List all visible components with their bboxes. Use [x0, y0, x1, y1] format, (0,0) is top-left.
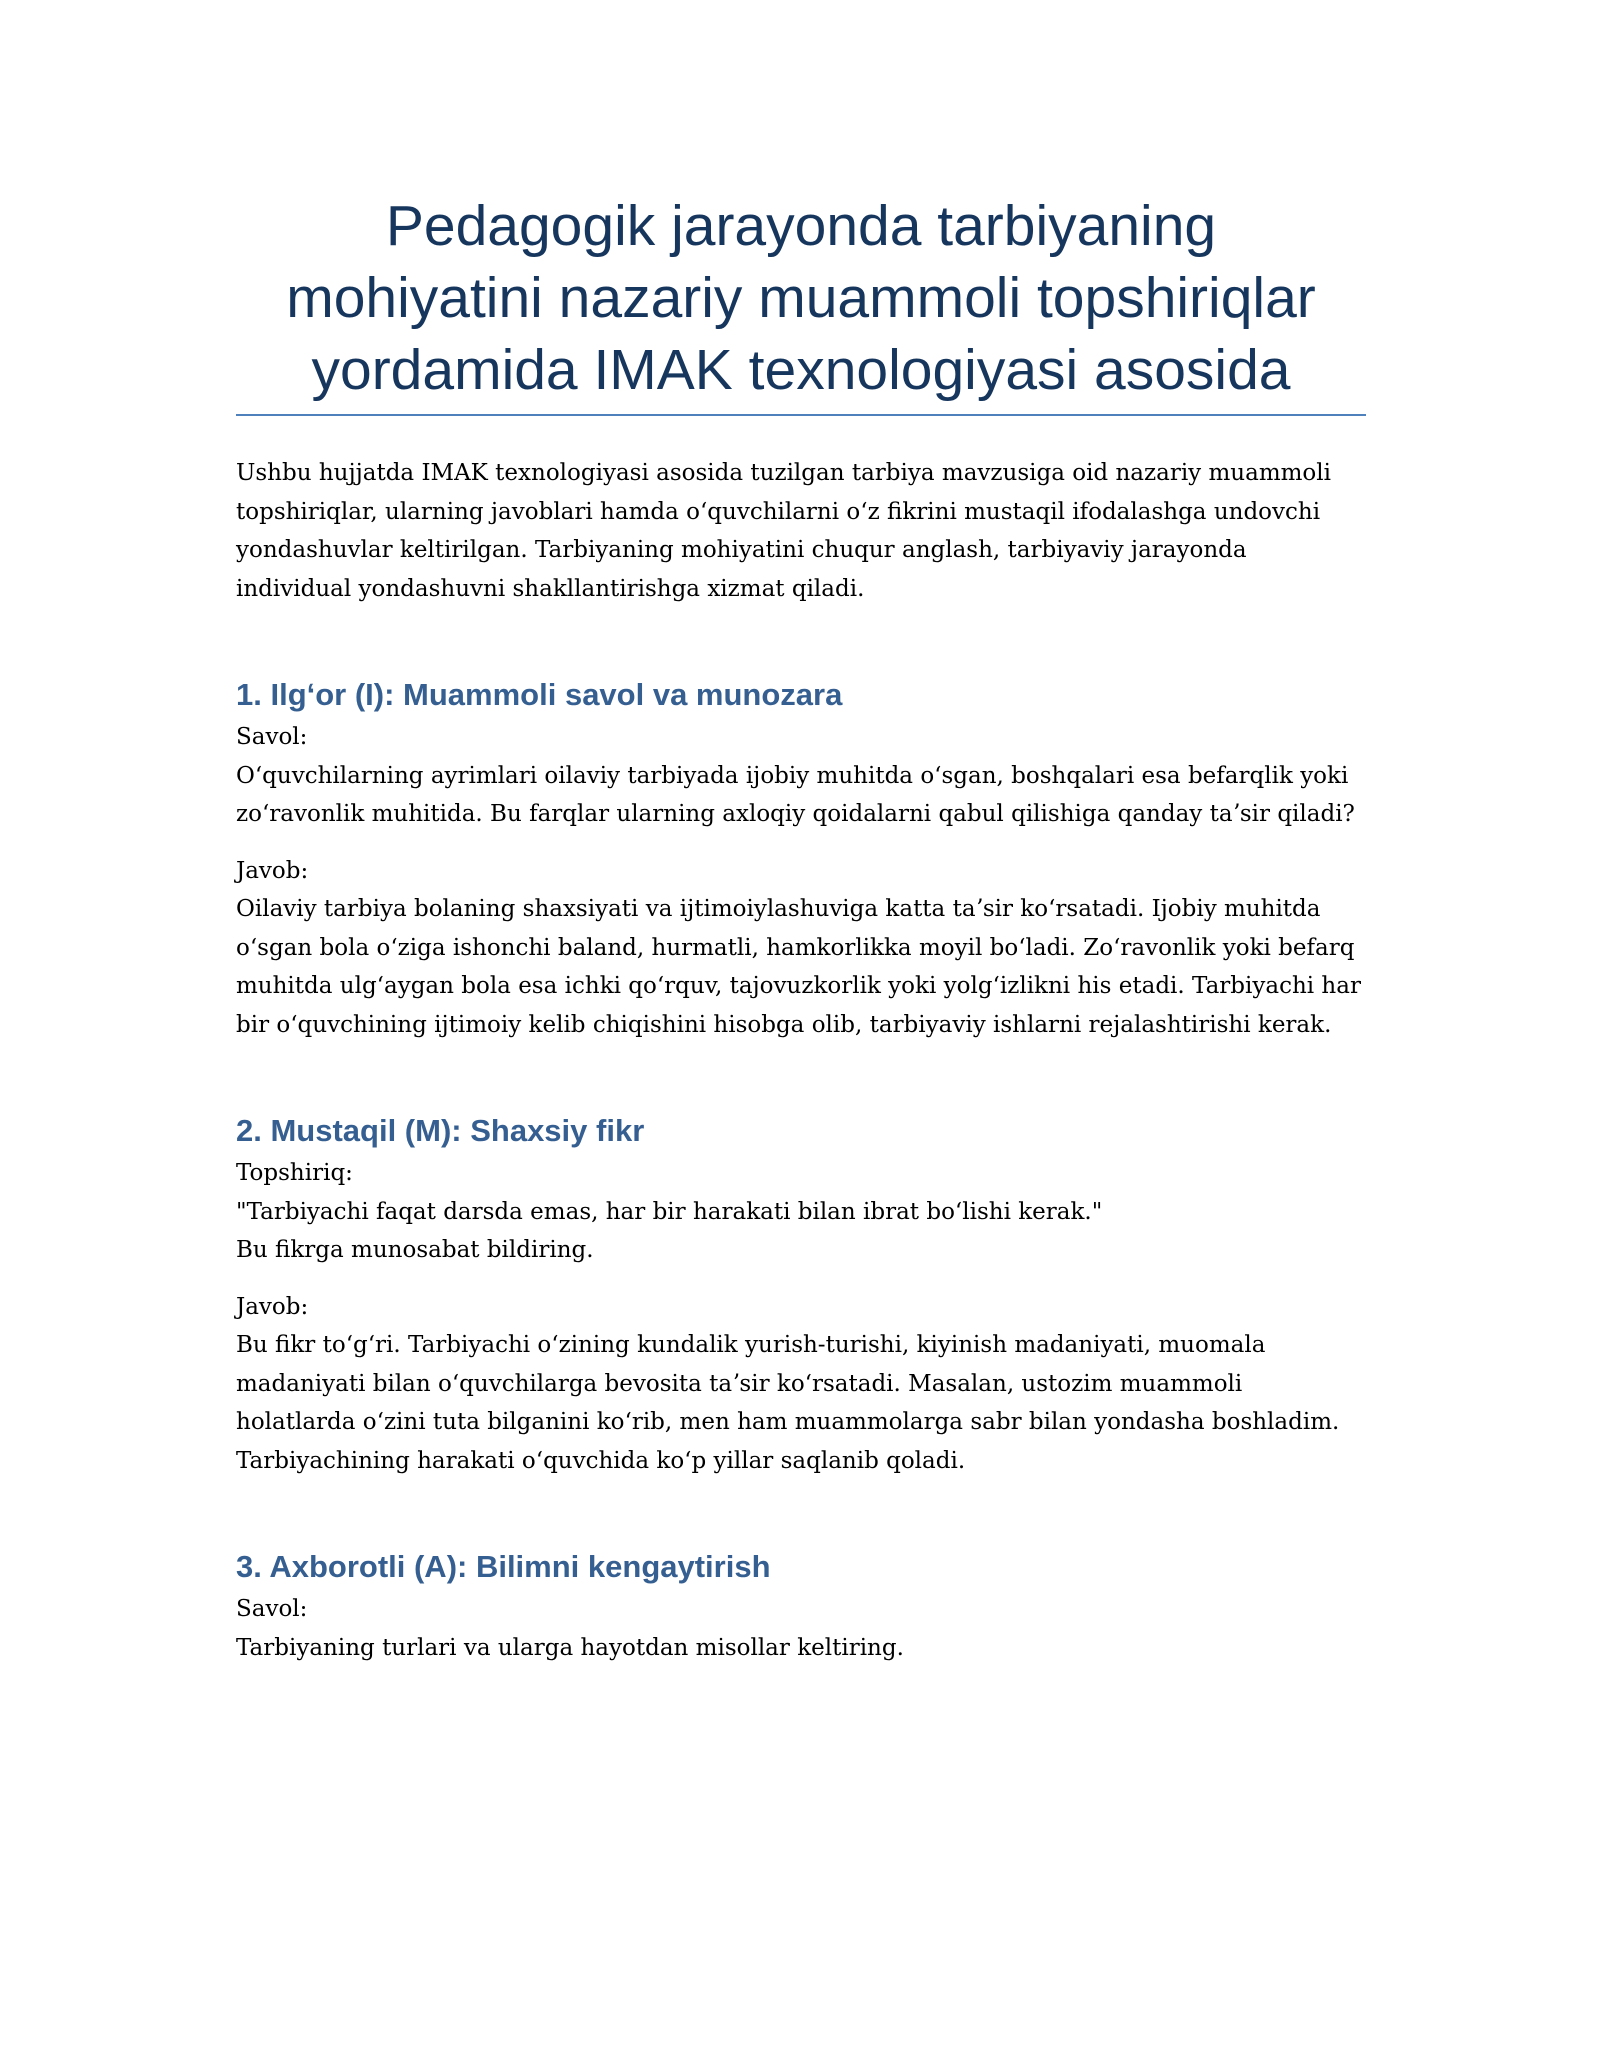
block-label: Javob: — [236, 1293, 309, 1320]
block-text: Oʻquvchilarning ayrimlari oilaviy tarbiyada ijobiy muhitda oʻsgan, boshqalari esa befarqlik yoki zoʻravonlik muhitida. Bu farqlar ularning axloqiy qoidalarni qabul qilishiga qanday taʼsir qiladi? — [236, 762, 1355, 827]
answer-block — [236, 852, 1366, 1045]
block-label: Savol: — [236, 724, 308, 750]
section-3 — [236, 1546, 1366, 1667]
intro-paragraph: Ushbu hujjatda IMAK texnologiyasi asosida tuzilgan tarbiya mavzusiga oid nazariy muammoli topshiriqlar, ularning javoblari hamda oʻquvchilarni oʻz fikrini mustaqil ifodalashga undovchi yondashuvlar keltirilgan. Tarbiyaning mohiyatini chuqur anglash, tarbiyaviy jarayonda individual yondashuvni shakllantirishga xizmat qiladi. — [236, 460, 1331, 602]
task-block — [236, 1154, 1366, 1270]
section-1 — [236, 674, 1366, 1044]
block-text: Oilaviy tarbiya bolaning shaxsiyati va ijtimoiylashuviga katta taʼsir koʻrsatadi. Ijobiy muhitda oʻsgan bola oʻziga ishonchi baland, hurmatli, hamkorlikka moyil boʻladi. Zoʻravonlik yoki befarq muhitda ulgʻaygan bola esa ichki qoʻrquv, tajovuzkorlik yoki yolgʻizlikni his etadi. Tarbiyachi har bir oʻquvchining ijtimoiy kelib chiqishini hisobga olib, tarbiyaviy ishlarni rejalashtirishi kerak. — [236, 896, 1361, 1038]
quote-text: "Tarbiyachi faqat darsda emas, har bir harakati bilan ibrat boʻlishi kerak." — [236, 1198, 1103, 1225]
block-text: Tarbiyaning turlari va ularga hayotdan misollar keltiring. — [236, 1634, 904, 1661]
block-label: Javob: — [236, 857, 309, 884]
block-label: Savol: — [236, 1596, 308, 1622]
document-title: Pedagogik jarayonda tarbiyaning mohiyatini nazariy muammoli topshiriqlar yordamida IMAK texnologiyasi asosida — [286, 194, 1316, 402]
question-block — [236, 718, 1366, 834]
question-block — [236, 1590, 1366, 1667]
section-heading: 2. Mustaqil (M): Shaxsiy fikr — [236, 1113, 645, 1148]
section-2 — [236, 1110, 1366, 1480]
section-heading: 3. Axborotli (A): Bilimni kengaytirish — [236, 1549, 771, 1584]
title-divider — [236, 414, 1366, 416]
block-text: Bu fikrga munosabat bildiring. — [236, 1237, 594, 1263]
section-heading: 1. Ilgʻor (I): Muammoli savol va munozara — [236, 677, 843, 712]
answer-block — [236, 1288, 1366, 1481]
block-text: Bu fikr toʻgʻri. Tarbiyachi oʻzining kundalik yurish-turishi, kiyinish madaniyati, muomala madaniyati bilan oʻquvchilarga bevosita taʼsir koʻrsatadi. Masalan, ustozim muammoli holatlarda oʻzini tuta bilganini koʻrib, men ham muammolarga sabr bilan yondasha boshladim. Tarbiyachining harakati oʻquvchida koʻp yillar saqlanib qoladi. — [236, 1332, 1340, 1474]
block-label: Topshiriq: — [236, 1160, 353, 1186]
document-page — [236, 190, 1366, 1685]
